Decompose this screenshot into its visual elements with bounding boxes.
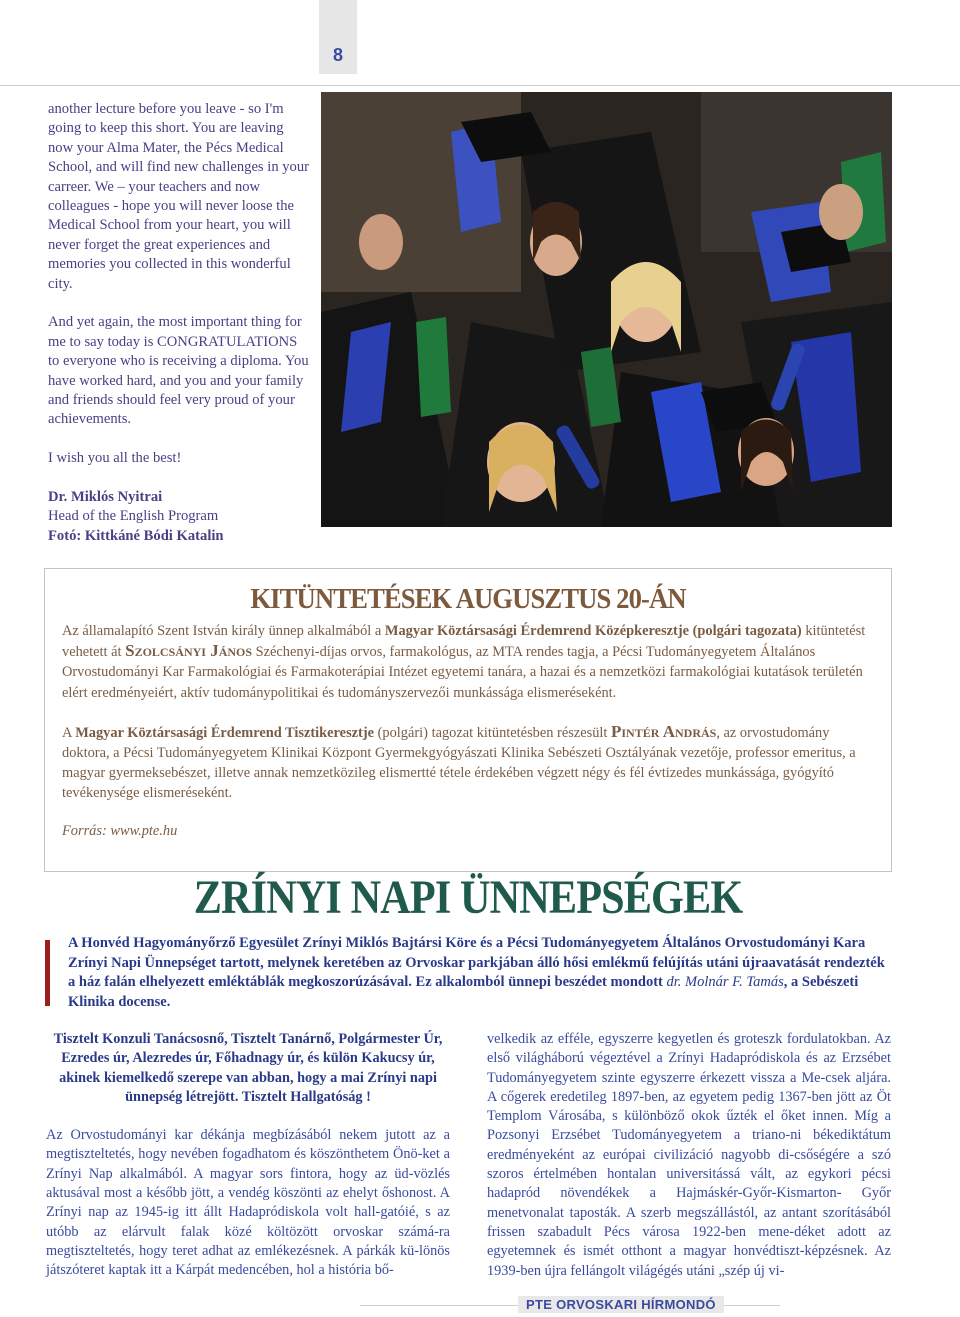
award-body bbox=[62, 621, 872, 860]
award-p2-text-d: , az orvostudomány doktora, a Pécsi Tudományegyetem Klinikai Központ Gyermekgyógyászati Klinika Sebészeti Osztályának vezetője, professor emeritus, a magyar gyermeksebészet, illetve annak nemzetközileg elismertté tétele érdekében végzett négy és fél évtizedes munkássága, gyógyító tevékenysége elismeréseként. bbox=[62, 724, 856, 802]
page-number: 8 bbox=[319, 0, 357, 74]
award-p2-order: Magyar Köztársasági Érdemrend Tisztikeresztje bbox=[75, 724, 375, 741]
lead-text-a: A Honvéd Hagyományőrző Egyesület Zrínyi Miklós Bajtársi Köre és a Pécsi Tudományegyetem Általános Orvostudományi Kara Zrínyi Napi Ünnepséget tartott, melynek keretében az Orvoskar parkjában álló hősi emlékmű felújítás utáni újraavatását rendezték a ház falán elhelyezett emléktáblák megkoszorúzásával. Ez alkalomból ünnepi beszédet mondott bbox=[68, 935, 885, 990]
award-paragraph-1 bbox=[62, 621, 872, 703]
speech-salutation: Tisztelt Konzuli Tanácsosnő, Tisztelt Tanárnő, Polgármester Úr, Ezredes úr, Alezredes úr, Főhadnagy úr, és külön Kakucsy úr, akinek kiemelkedő szerepe van abban, hogy a mai Zrínyi napi ünnepség létrejött. Tisztelt Hallgatóság ! bbox=[53, 1031, 443, 1105]
zrinyi-title: ZRÍNYI NAPI ÜNNEPSÉGEK bbox=[193, 871, 743, 924]
speech-left-body: Az Orvostudományi kar dékánja megbízásából nekem jutott az a megtiszteltetés, hogy nevében fogadhatom és köszönthetem Önö-ket a Zrínyi Nap alkalmából. A magyar sors fintora, hogy az üd-vözlés aktusával most a később jött, a vendég köszönti az ehelyt őshonost. A Zrínyi nap az 1945-ig itt állt Hadapródiskola volt hall-gatóié, s az utóbb az elárvult falak közé költözött orvoskar számá-ra megtiszteltetés, hogy teret adhat az emlékezésnek. A párkák kü-lönös játszóteret kaptak itt a Kárpát medencében, hol a história bő- bbox=[46, 1127, 450, 1279]
zrinyi-lead bbox=[68, 934, 890, 1012]
intro-column bbox=[48, 100, 310, 546]
lead-accent-bar bbox=[45, 940, 50, 1006]
signature-name: Dr. Miklós Nyitrai bbox=[48, 489, 163, 506]
intro-paragraph-3: I wish you all the best! bbox=[48, 450, 182, 467]
signature bbox=[48, 488, 310, 546]
header-rule bbox=[0, 85, 960, 86]
speech-left-column bbox=[46, 1030, 450, 1281]
intro-paragraph-1: another lecture before you leave - so I'm going to keep this short. You are leaving now your Alma Mater, the Pécs Medical School, and will find new challenges in your carreer. We – your teachers and now colleagues - hope you will never loose the Medical School from your heart, you will never forget the great experiences and memories you collected in this wonderful city. bbox=[48, 101, 310, 292]
award-box bbox=[44, 568, 892, 872]
award-title: KITÜNTETÉSEK AUGUSZTUS 20-ÁN bbox=[250, 583, 686, 615]
footer-publication: PTE ORVOSKARI HÍRMONDÓ bbox=[518, 1296, 724, 1313]
award-p2-recipient: Pintér András bbox=[611, 721, 717, 741]
graduation-photo bbox=[321, 92, 892, 527]
award-paragraph-2 bbox=[62, 722, 872, 804]
award-p1-recipient: Szolcsányi János bbox=[125, 641, 253, 661]
award-p2-text-a: A bbox=[62, 724, 76, 741]
speech-right-column bbox=[487, 1030, 891, 1281]
award-p1-text-d: Széchenyi-díjas orvos, farmakológus, az MTA rendes tagja, a Pécsi Tudományegyetem Általános Orvostudományi Kar Farmakológiai és Farmakoterápiai Intézet egyetemi tanára, a hazai és a nemzetközi farmakológiai kutatások területén elért eredményeiért, aktív tudománypolitikai és tudományszervezői munkássága elismeréseként. bbox=[62, 644, 863, 701]
photo-credit: Fotó: Kittkáné Bódi Katalin bbox=[48, 527, 224, 544]
lead-speaker: dr. Molnár F. Tamás bbox=[666, 974, 784, 990]
intro-paragraph-2: And yet again, the most important thing for me to say today is CONGRATULATIONS to everyone who is receiving a diploma. You have worked hard, and you and your family and friends should feel very proud of your achievements. bbox=[48, 314, 309, 428]
award-p1-order: Magyar Köztársasági Érdemrend Középkeresztje (polgári tagozata) bbox=[384, 623, 802, 639]
graduates-image bbox=[321, 92, 892, 527]
award-p1-text-c: kitüntetést vehetett át bbox=[62, 623, 866, 661]
signature-title: Head of the English Program bbox=[48, 508, 219, 525]
award-p2-text-c: (polgári) tagozat kitüntetésben részesült bbox=[374, 724, 611, 741]
lead-text-b: , a Sebészeti Klinika docense. bbox=[68, 974, 859, 1010]
award-source: Forrás: www.pte.hu bbox=[62, 822, 178, 839]
award-p1-text-a: Az államalapító Szent István király ünnep alkalmából a bbox=[62, 623, 385, 639]
speech-right-body: velkedik az efféle, egyszerre kegyetlen és groteszk fordulatokban. Az első világháború végeztével a Zrínyi Hadapródiskola és az Erzsébet Tudományegyetem szinte egyszerre érkezett vissza a Me-csek aljára. A cőgerek eredetileg 1897-ben, az egyetem pedig 1367-ben jött az Öt Templom Városába, s különböző okok űzték el őket innen. Míg a Pozsonyi Erzsébet Tudományegyetem a triano-ni békediktátum eredményeként az európai civilizáció nagyobb di-csőségére a szó szoros értelmében hontalan universitássá vált, az egykori pécsi hadapród növendékek a Hajmáskér-Győr-Kismarton- Győr menetvonalat taposták. A szerb megszállástól, az antant szorításából frissen szabadult Pécs városa 1922-ben mene-déket adott az egyetemnek és ismét otthont a magyar honvédtiszt-képzésnek. Az 1939-ben újra fellángolt világégés utáni „szép új vi- bbox=[487, 1031, 891, 1279]
